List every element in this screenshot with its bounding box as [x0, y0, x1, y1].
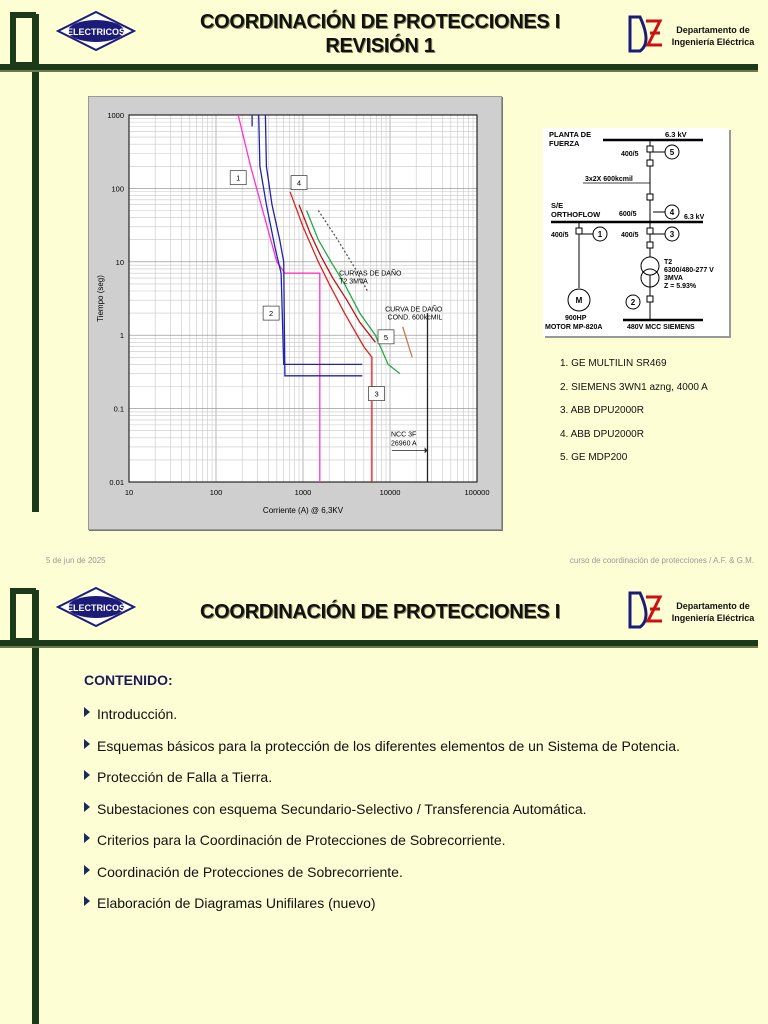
company-logo [56, 586, 136, 628]
list-item [84, 864, 744, 896]
annotation-ncc: 26960 A [391, 440, 417, 448]
list-item-text: Elaboración de Diagramas Unifilares (nuevo) [97, 895, 376, 911]
dept-line-1: Departamento de [676, 25, 750, 35]
sld-ct-right: 400/5 [621, 232, 639, 239]
sld-kv-top: 6.3 kV [665, 130, 687, 139]
bullet-arrow-icon [84, 802, 90, 812]
sld-kv-mid: 6.3 kV [684, 214, 705, 221]
annotation-damage-cable: CURVA DE DAÑO [385, 306, 443, 314]
y-tick-label: 10 [115, 257, 124, 267]
list-item-text: Esquemas básicos para la protección de los diferentes elementos de un Sistema de Potencia. [97, 737, 680, 754]
annotation-ncc: NCC 3F [391, 431, 417, 439]
sld-cable: 3x2X 600kcmil [585, 176, 633, 183]
sld-motor-m: M [575, 296, 583, 305]
legend-item: 3. ABB DPU2000R [560, 405, 644, 416]
sld-t2: T2 [664, 259, 673, 266]
dept-line-2: Ingeniería Eléctrica [671, 37, 755, 47]
list-item [84, 738, 744, 770]
annotation-damage-t2: T2 3MVA [339, 278, 368, 286]
list-item-text: Subestaciones con esquema Secundario-Selectivo / Transferencia Automática. [97, 800, 587, 817]
sld-ct-left: 400/5 [551, 232, 569, 239]
logo-text: ELECTRICOS [66, 603, 126, 613]
logo-text: ELECTRICOS [66, 27, 126, 37]
sld-t2-z: Z = 5.93% [664, 283, 697, 290]
tcc-chart-frame [88, 96, 502, 530]
list-item [84, 801, 744, 833]
legend-item: 2. SIEMENS 3WN1 azng, 4000 A [560, 381, 708, 393]
left-vertical-bar [32, 590, 39, 1024]
list-item [84, 769, 744, 801]
sld-t2-ratio: 6300/480-277 V [664, 267, 714, 274]
sld-se: S/E [551, 201, 564, 210]
y-tick-label: 1 [119, 331, 124, 341]
title-line-1: COORDINACIÓN DE PROTECCIONES I [200, 11, 560, 33]
sld-motor-name: MOTOR MP-820A [545, 324, 603, 331]
sld-ct-top: 400/5 [621, 151, 639, 158]
list-item-text: Coordinación de Protecciones de Sobrecorriente. [97, 863, 403, 880]
curve-number-label: 1 [236, 173, 241, 183]
bullet-arrow-icon [84, 707, 90, 717]
legend-item: 5. GE MDP200 [560, 452, 628, 463]
single-line-diagram [543, 128, 729, 336]
header-rule [0, 64, 758, 70]
y-tick-label: 1000 [107, 111, 124, 120]
tcc-chart [89, 97, 501, 529]
slide-title [150, 10, 610, 58]
curve-number-label: 4 [296, 178, 302, 188]
bullet-arrow-icon [84, 770, 90, 780]
x-tick-label: 10000 [379, 488, 401, 497]
slide-2 [0, 576, 768, 1024]
y-tick-label: 0.1 [113, 404, 124, 414]
bullet-arrow-icon [84, 739, 90, 749]
bullet-arrow-icon [84, 833, 90, 843]
footer-date: 5 de jun de 2025 [46, 556, 106, 565]
slide-title: COORDINACIÓN DE PROTECCIONES I [200, 601, 560, 623]
x-axis-label: Corriente (A) @ 6,3KV [262, 506, 344, 515]
dept-line-1: Departamento de [676, 601, 750, 611]
curve-number-label: 3 [374, 389, 379, 399]
annotation-damage-cable: COND. 600kcMIL [387, 314, 443, 322]
x-tick-label: 10 [124, 488, 134, 497]
sld-ct-mid: 600/5 [619, 211, 637, 218]
bullet-arrow-icon [84, 896, 90, 906]
sld-t2-mva: 3MVA [664, 275, 683, 282]
device-legend [560, 358, 760, 476]
department-logo [626, 13, 666, 55]
sld-num-4: 4 [669, 208, 675, 217]
sld-orthoflow: ORTHOFLOW [551, 210, 601, 219]
list-item [84, 706, 744, 738]
header-rule [0, 640, 758, 646]
sld-num-3: 3 [669, 230, 675, 239]
sld-motor-hp: 900HP [565, 315, 587, 322]
y-axis-label: Tiempo (seg) [96, 275, 105, 322]
department-logo [626, 589, 666, 631]
company-logo [56, 10, 136, 52]
list-item-text: Criterios para la Coordinación de Protecciones de Sobrecorriente. [97, 832, 506, 848]
sld-mcc: 480V MCC SIEMENS [627, 324, 695, 331]
list-item [84, 832, 744, 864]
x-tick-label: 1000 [294, 488, 312, 497]
annotation-damage-t2: CURVAS DE DAÑO [339, 270, 402, 278]
sld-num-2: 2 [630, 298, 636, 307]
list-item [84, 895, 744, 927]
legend-item: 1. GE MULTILIN SR469 [560, 358, 667, 369]
title-line-2: REVISIÓN 1 [325, 35, 435, 57]
sld-fuerza: FUERZA [549, 139, 580, 148]
department-name [668, 24, 758, 48]
sld-num-1: 1 [597, 230, 603, 239]
sld-num-5: 5 [669, 148, 675, 157]
y-tick-label: 0.01 [109, 478, 124, 487]
x-tick-label: 100000 [464, 488, 490, 497]
curve-number-label: 5 [383, 332, 389, 342]
y-tick-label: 100 [111, 184, 124, 194]
x-tick-label: 100 [209, 488, 223, 497]
sld-drawing [543, 128, 729, 336]
footer-course: curso de coordinación de protecciones / A.F. & G.M. [569, 556, 754, 565]
legend-item: 4. ABB DPU2000R [560, 428, 644, 440]
curve-number-label: 2 [269, 309, 274, 319]
list-item-text: Protección de Falla a Tierra. [97, 769, 273, 785]
left-vertical-bar [32, 14, 39, 512]
sld-planta: PLANTA DE [549, 130, 592, 139]
content-heading: CONTENIDO: [84, 672, 173, 688]
content-list [84, 706, 744, 927]
department-name [668, 600, 758, 624]
list-item-text: Introducción. [97, 706, 178, 722]
dept-line-2: Ingeniería Eléctrica [671, 613, 755, 623]
bullet-arrow-icon [84, 865, 90, 875]
